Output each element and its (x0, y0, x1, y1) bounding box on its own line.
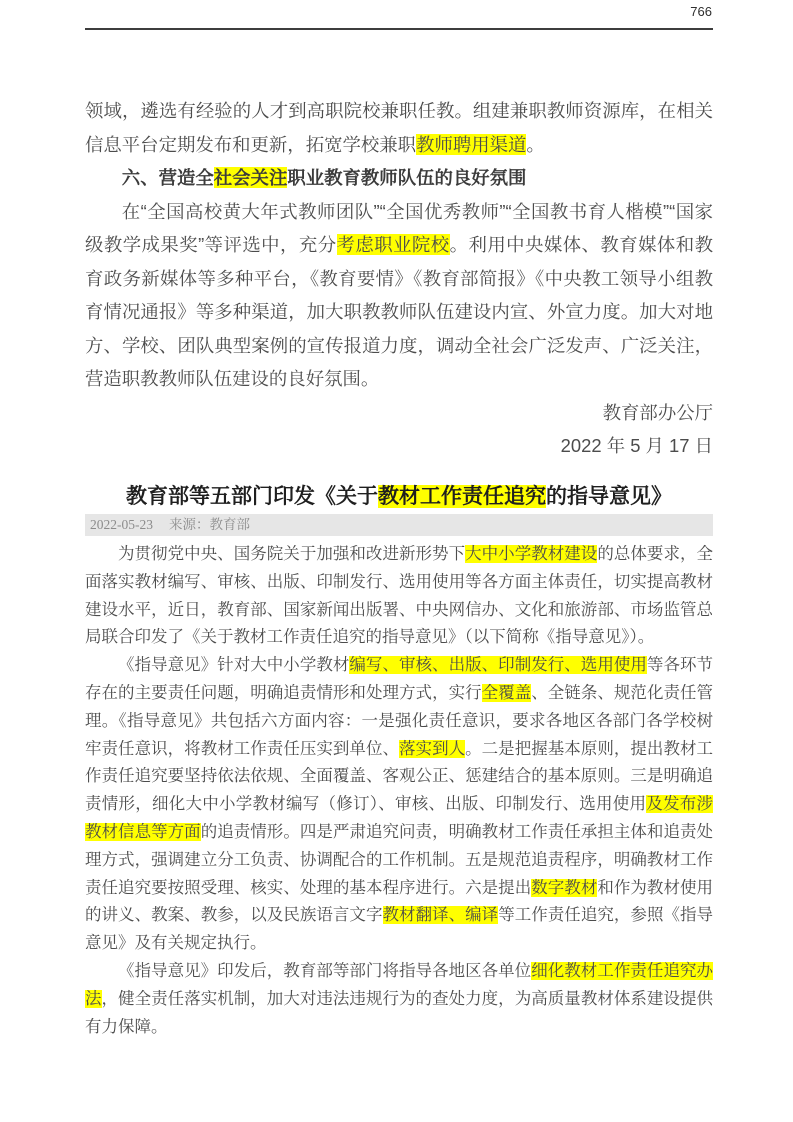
highlighted-text: 全覆盖 (481, 683, 532, 702)
highlighted-text: 教师聘用渠道 (416, 133, 527, 155)
header-divider (85, 28, 713, 30)
article-body-section (85, 541, 713, 1041)
page-number: 766 (690, 4, 712, 19)
highlighted-text: 及发布涉教材信息等方面 (85, 795, 713, 841)
paragraph: 《指导意见》印发后，教育部等部门将指导各地区各单位细化教材工作责任追究办法，健全责任落实机制，加大对违法违规行为的查处力度，为高质量教材体系建设提供有力保障。 (85, 961, 714, 1036)
paragraph-continuation: 领域，遴选有经验的人才到高职院校兼职任教。组建兼职教师资源库，在相关信息平台定期发布和更新，拓宽学校兼职教师聘用渠道。 (85, 100, 713, 155)
publish-date: 2022-05-23 (90, 517, 153, 532)
highlighted-text: 大中小学教材建设 (465, 545, 598, 563)
paragraph: 在“全国高校黄大年式教师团队”“全国优秀教师”“全国教书育人楷模”“国家级教学成果奖”等评选中，充分考虑职业院校。利用中央媒体、教育媒体和教育政务新媒体等多种平台，《教育要情》《教育部简报》《中央教工领导小组教育情况通报》等多种渠道，加大职教教师队伍建设内宣、外宣力度。加大对地方、学校、团队典型案例的宣传报道力度，调动全社会广泛发声、广泛关注，营造职教教师队伍建设的良好氛围。 (85, 200, 713, 389)
paragraph: 为贯彻党中央、国务院关于加强和改进新形势下大中小学教材建设的总体要求，全面落实教材编写、审核、出版、印制发行、选用使用等各方面主体责任，切实提高教材建设水平，近日，教育部、国家新闻出版署、中央网信办、文化和旅游部、市场监管总局联合印发了《关于教材工作责任追究的指导意见》（以下简称《指导意见》）。 (85, 545, 714, 647)
paragraph: 《指导意见》针对大中小学教材编写、审核、出版、印制发行、选用使用等各环节存在的主要责任问题，明确追责情形和处理方式，实行全覆盖、全链条、规范化责任管理。《指导意见》共包括六方面内容：一是强化责任意识，要求各地区各部门各学校树牢责任意识，将教材工作责任压实到单位、落实到人。二是把握基本原则，提出教材工作责任追究要坚持依法依规、全面覆盖、客观公正、惩建结合的基本原则。三是明确追责情形，细化大中小学教材编写（修订）、审核、出版、印制发行、选用使用及发布涉教材信息等方面的追责情形。四是严肃追究问责，明确教材工作责任承担主体和追责处理方式，强调建立分工负责、协调配合的工作机制。五是规范追责程序，明确教材工作责任追究要按照受理、核实、处理的基本程序进行。六是提出数字教材和作为教材使用的讲义、教案、教参，以及民族语言文字教材翻译、编译等工作责任追究，参照《指导意见》及有关规定执行。 (85, 656, 714, 953)
highlighted-text: 数字教材 (531, 878, 598, 897)
highlighted-text: 落实到人 (399, 739, 466, 758)
article-title: 教育部等五部门印发《关于教材工作责任追究的指导意见》 (126, 485, 672, 508)
notice-ending-section (85, 94, 713, 463)
highlighted-text: 社会关注 (213, 167, 288, 188)
highlighted-text: 编写、审核、出版、印制发行、选用使用 (349, 656, 647, 675)
signature-agency: 教育部办公厅 (602, 401, 713, 423)
section-heading: 六、营造全社会关注职业教育教师队伍的良好氛围 (121, 167, 527, 188)
article-meta-bar (85, 514, 713, 536)
signature-date: 2022 年 5 月 17 日 (560, 435, 713, 456)
source-label: 来源：教育部 (169, 517, 250, 532)
highlighted-text: 教材翻译、编译 (382, 906, 499, 925)
highlighted-text: 教材工作责任追究 (378, 485, 546, 508)
highlighted-text: 细化教材工作责任追究办法 (85, 961, 714, 1008)
highlighted-text: 考虑职业院校 (336, 234, 450, 255)
